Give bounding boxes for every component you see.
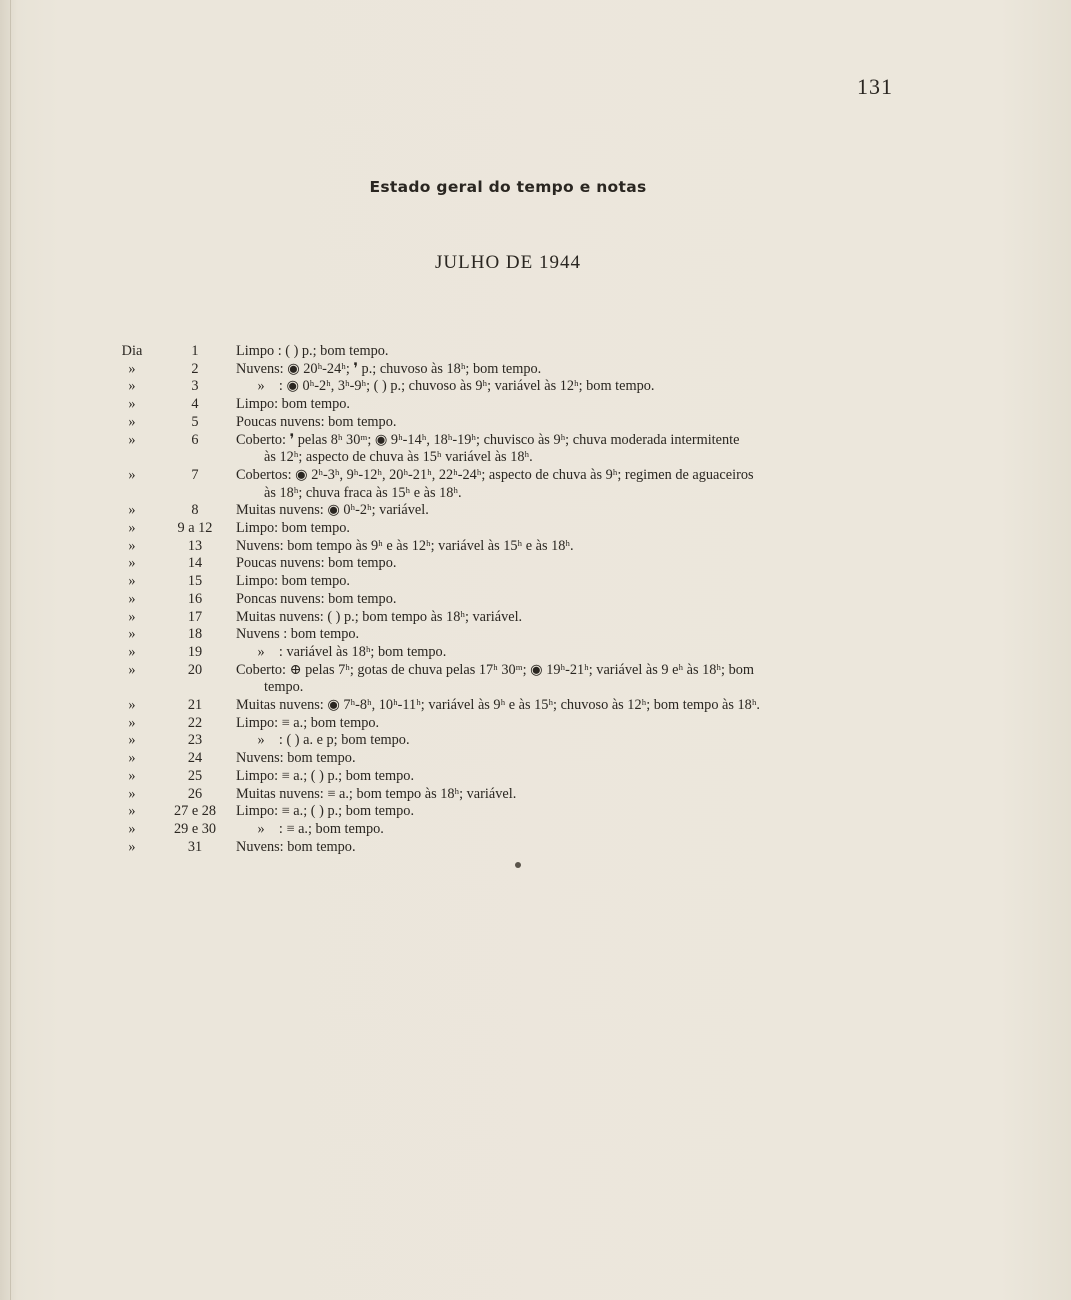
- entry-text: [236, 432, 900, 467]
- entry-mark: »: [128, 661, 136, 678]
- entry-row: [110, 573, 900, 591]
- entry-row: [110, 414, 900, 432]
- entry-day: 8: [191, 502, 199, 519]
- entry-day: 14: [187, 555, 203, 572]
- entry-day: 18: [187, 626, 203, 643]
- entry-text: [236, 786, 900, 804]
- entry-row: [110, 378, 900, 396]
- entry-row: [110, 750, 900, 768]
- entry-day: 23: [187, 732, 203, 749]
- entry-day: 6: [191, 431, 199, 448]
- entry-text: [236, 803, 900, 821]
- entry-day: 2: [191, 360, 199, 377]
- entry-text-line: Nuvens: bom tempo.: [236, 838, 356, 855]
- entry-day: 5: [191, 413, 199, 430]
- entry-row: [110, 502, 900, 520]
- entry-mark: »: [128, 413, 136, 430]
- entry-day: 22: [187, 714, 203, 731]
- entry-mark: »: [128, 520, 136, 537]
- entry-text-line: Limpo: ≡ a.; bom tempo.: [236, 714, 380, 731]
- entry-mark: »: [128, 626, 136, 643]
- entry-mark: »: [128, 785, 136, 802]
- entry-mark: »: [128, 431, 136, 448]
- entry-text: [236, 520, 900, 538]
- entry-text-line: Limpo : ( ) p.; bom tempo.: [236, 343, 389, 359]
- entry-text-line: Coberto: ❜ pelas 8ʰ 30ᵐ; ◉ 9ʰ-14ʰ, 18ʰ-19ʰ; chuvisco às 9ʰ; chuva moderada intermitente: [236, 431, 740, 448]
- entry-row: [110, 821, 900, 839]
- entry-text: [236, 644, 900, 662]
- entry-text-line: Limpo: ≡ a.; ( ) p.; bom tempo.: [236, 767, 415, 784]
- entry-text: [236, 839, 900, 857]
- entry-row: [110, 732, 900, 750]
- entry-text: [236, 591, 900, 609]
- entry-text-line: Limpo: bom tempo.: [236, 573, 350, 590]
- entry-mark: »: [128, 608, 136, 625]
- entry-text: [236, 662, 900, 697]
- entry-text: [236, 821, 900, 839]
- entry-day: 9 a 12: [177, 520, 213, 537]
- entry-row: [110, 644, 900, 662]
- entry-mark: »: [128, 378, 136, 395]
- entry-day: 21: [187, 697, 203, 714]
- entry-text-continuation: tempo.: [264, 679, 304, 696]
- entry-row: [110, 626, 900, 644]
- entry-mark: »: [128, 767, 136, 784]
- entry-text-line: Nuvens: ◉ 20ʰ-24ʰ; ❜ p.; chuvoso às 18ʰ; bom tempo.: [236, 360, 542, 377]
- entry-text-line: Limpo: bom tempo.: [236, 396, 350, 413]
- entry-text: [236, 343, 900, 361]
- entry-text-line: Coberto: ⊕ pelas 7ʰ; gotas de chuva pelas 17ʰ 30ᵐ; ◉ 19ʰ-21ʰ; variável às 9 eʰ às 18ʰ; bom: [236, 661, 754, 678]
- entry-text-line: Limpo: bom tempo.: [236, 520, 350, 537]
- entry-day: 7: [191, 466, 199, 483]
- entry-day: 17: [187, 608, 203, 625]
- entry-text: [236, 414, 900, 432]
- entry-mark: »: [128, 396, 136, 413]
- entry-text-continuation: às 12ʰ; aspecto de chuva às 15ʰ variável às 18ʰ.: [264, 449, 533, 466]
- entry-text-line: Poucas nuvens: bom tempo.: [236, 413, 397, 430]
- entry-day: 25: [187, 767, 203, 784]
- entry-mark: »: [128, 590, 136, 607]
- entry-mark: »: [128, 466, 136, 483]
- entry-day: 31: [187, 838, 203, 855]
- entry-row: [110, 786, 900, 804]
- entry-text-line: » : ◉ 0ʰ-2ʰ, 3ʰ-9ʰ; ( ) p.; chuvoso às 9ʰ; variável às 12ʰ; bom tempo.: [236, 378, 655, 395]
- entry-text: [236, 538, 900, 556]
- entry-row: [110, 839, 900, 857]
- entry-day: 3: [191, 378, 199, 395]
- entry-mark: »: [128, 697, 136, 714]
- entry-day: 13: [187, 537, 203, 554]
- entry-text: [236, 467, 900, 502]
- entry-text: [236, 573, 900, 591]
- entry-mark: »: [128, 360, 136, 377]
- entry-row: [110, 432, 900, 467]
- entry-text-line: Nuvens : bom tempo.: [236, 626, 360, 643]
- entry-text-line: » : variável às 18ʰ; bom tempo.: [236, 643, 447, 660]
- entry-text: [236, 378, 900, 396]
- entry-text-line: » : ( ) a. e p; bom tempo.: [236, 732, 410, 749]
- entry-mark: »: [128, 714, 136, 731]
- entry-mark: »: [128, 732, 136, 749]
- entry-day: 24: [187, 750, 203, 767]
- entry-text-line: Nuvens: bom tempo.: [236, 750, 356, 767]
- entry-day: 26: [187, 785, 203, 802]
- entry-row: [110, 467, 900, 502]
- entry-mark: »: [128, 555, 136, 572]
- entry-mark: »: [128, 838, 136, 855]
- entry-text: [236, 626, 900, 644]
- entry-mark: Dia: [121, 343, 143, 359]
- entry-text-line: Limpo: ≡ a.; ( ) p.; bom tempo.: [236, 803, 415, 820]
- entry-text-line: Muitas nuvens: ◉ 0ʰ-2ʰ; variável.: [236, 502, 429, 519]
- entry-text: [236, 555, 900, 573]
- entry-text: [236, 609, 900, 627]
- entry-row: [110, 591, 900, 609]
- entry-day: 20: [187, 661, 203, 678]
- entry-mark: »: [128, 643, 136, 660]
- entry-row: [110, 555, 900, 573]
- entry-text-line: Cobertos: ◉ 2ʰ-3ʰ, 9ʰ-12ʰ, 20ʰ-21ʰ, 22ʰ-24ʰ; aspecto de chuva às 9ʰ; regimen de aguaceiros: [236, 466, 754, 483]
- entry-mark: »: [128, 573, 136, 590]
- entry-day: 1: [191, 343, 199, 359]
- entry-day: 16: [187, 590, 203, 607]
- entry-text: [236, 715, 900, 733]
- entry-day: 4: [191, 396, 199, 413]
- entry-text-line: Nuvens: bom tempo às 9ʰ e às 12ʰ; variável às 15ʰ e às 18ʰ.: [236, 537, 574, 554]
- entry-day: 19: [187, 643, 203, 660]
- entry-text: [236, 396, 900, 414]
- entry-text-line: » : ≡ a.; bom tempo.: [236, 820, 384, 837]
- month-title: JULHO DE 1944: [435, 252, 581, 273]
- entry-row: [110, 520, 900, 538]
- entry-row: [110, 396, 900, 414]
- ink-spot: [515, 862, 521, 868]
- entry-mark: »: [128, 502, 136, 519]
- entry-day: 15: [187, 573, 203, 590]
- entry-text-continuation: às 18ʰ; chuva fraca às 15ʰ e às 18ʰ.: [264, 484, 462, 501]
- entry-mark: »: [128, 803, 136, 820]
- entry-row: [110, 538, 900, 556]
- entry-day: 29 e 30: [173, 820, 217, 837]
- entry-row: [110, 609, 900, 627]
- entry-text-line: Poucas nuvens: bom tempo.: [236, 555, 397, 572]
- entry-mark: »: [128, 537, 136, 554]
- entry-row: [110, 697, 900, 715]
- entry-row: [110, 768, 900, 786]
- weather-entries-list: [110, 343, 900, 856]
- section-heading: Estado geral do tempo e notas: [369, 178, 647, 196]
- entry-text-line: Muitas nuvens: ≡ a.; bom tempo às 18ʰ; variável.: [236, 785, 517, 802]
- entry-text-line: Muitas nuvens: ◉ 7ʰ-8ʰ, 10ʰ-11ʰ; variável às 9ʰ e às 15ʰ; chuvoso às 12ʰ; bom tempo às 18ʰ.: [236, 697, 760, 714]
- entry-row: [110, 343, 900, 361]
- entry-text-line: Poncas nuvens: bom tempo.: [236, 590, 397, 607]
- entry-text: [236, 361, 900, 379]
- entry-text: [236, 750, 900, 768]
- entry-text: [236, 697, 900, 715]
- page-number: 131: [857, 74, 893, 99]
- entry-row: [110, 361, 900, 379]
- entry-row: [110, 662, 900, 697]
- entry-row: [110, 715, 900, 733]
- entry-text: [236, 768, 900, 786]
- entry-text-line: Muitas nuvens: ( ) p.; bom tempo às 18ʰ; variável.: [236, 608, 523, 625]
- entry-text: [236, 502, 900, 520]
- entry-mark: »: [128, 750, 136, 767]
- entry-text: [236, 732, 900, 750]
- entry-day: 27 e 28: [173, 803, 217, 820]
- entry-row: [110, 803, 900, 821]
- entry-mark: »: [128, 820, 136, 837]
